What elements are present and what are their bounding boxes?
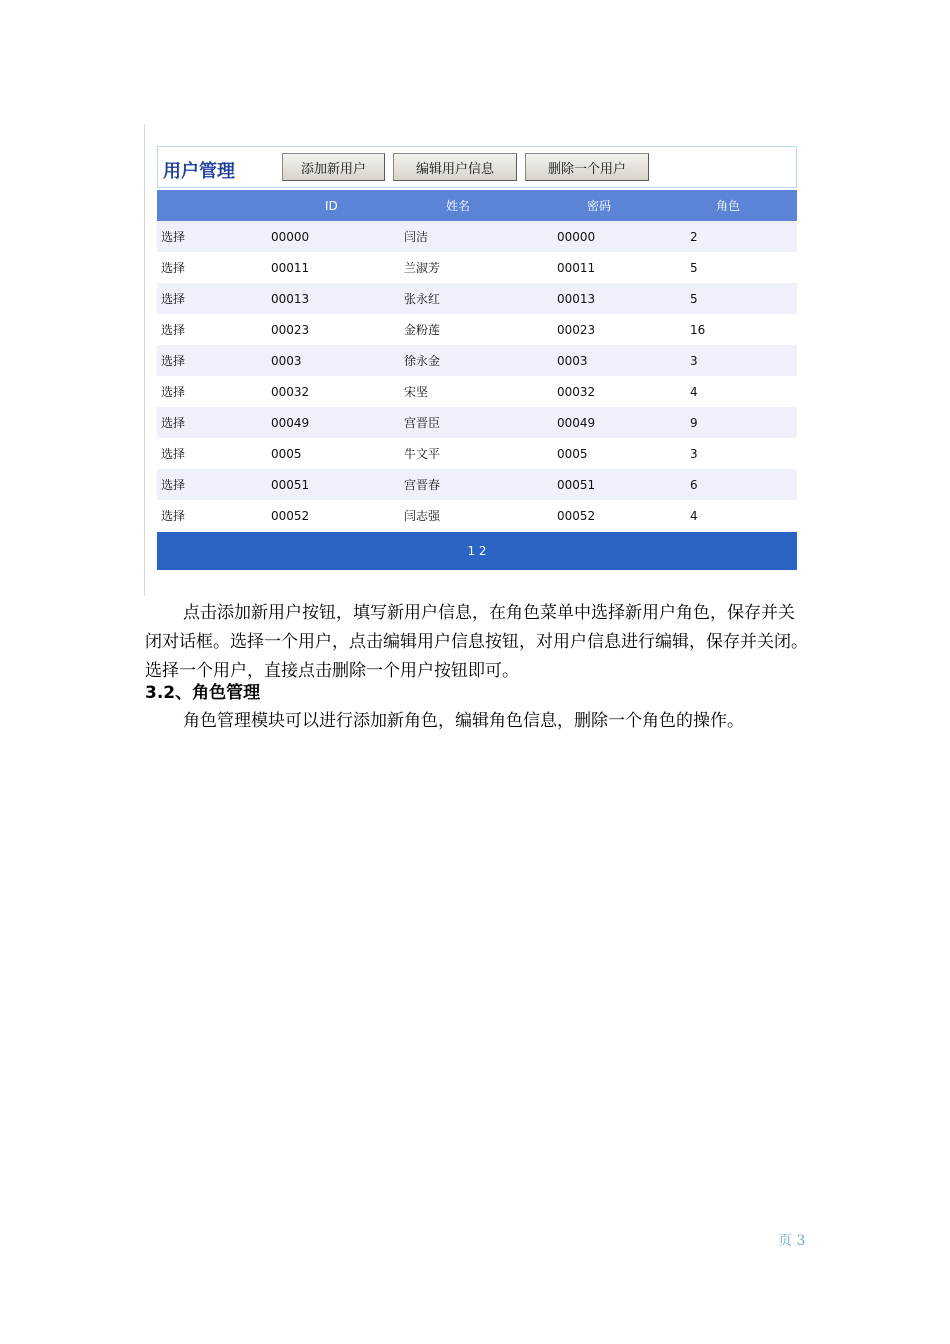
header-name: 姓名 xyxy=(446,199,471,213)
cell-password: 00032 xyxy=(557,384,596,399)
cell-select[interactable]: 选择 xyxy=(161,447,186,461)
cell-password: 00023 xyxy=(557,322,596,337)
cell-role: 4 xyxy=(690,508,698,523)
cell-role: 4 xyxy=(690,384,698,399)
cell-select[interactable]: 选择 xyxy=(161,323,186,337)
cell-name: 兰淑芳 xyxy=(404,261,441,275)
cell-role: 5 xyxy=(690,260,698,275)
delete-user-button[interactable]: 删除一个用户 xyxy=(525,153,649,181)
embedded-screenshot xyxy=(144,124,796,596)
user-management-title: 用户管理 xyxy=(163,161,235,182)
cell-password: 00052 xyxy=(557,508,596,523)
cell-role: 9 xyxy=(690,415,698,430)
cell-password: 00013 xyxy=(557,291,596,306)
cell-select[interactable]: 选择 xyxy=(161,292,186,306)
cell-select[interactable]: 选择 xyxy=(161,230,186,244)
header-role: 角色 xyxy=(716,199,741,213)
cell-name: 金粉莲 xyxy=(404,323,441,337)
cell-role: 5 xyxy=(690,291,698,306)
user-management-header xyxy=(157,146,797,188)
cell-id: 00023 xyxy=(271,322,310,337)
cell-id: 00052 xyxy=(271,508,310,523)
cell-id: 00000 xyxy=(271,229,310,244)
user-table xyxy=(157,190,797,531)
cell-select[interactable]: 选择 xyxy=(161,261,186,275)
cell-id: 00051 xyxy=(271,477,310,492)
cell-select[interactable]: 选择 xyxy=(161,478,186,492)
header-select xyxy=(157,190,267,221)
cell-id: 0005 xyxy=(271,446,302,461)
cell-password: 00011 xyxy=(557,260,596,275)
table-row xyxy=(157,345,797,376)
cell-role: 3 xyxy=(690,353,698,368)
table-row xyxy=(157,314,797,345)
cell-role: 6 xyxy=(690,477,698,492)
edit-user-button[interactable]: 编辑用户信息 xyxy=(393,153,517,181)
cell-password: 00049 xyxy=(557,415,596,430)
cell-select[interactable]: 选择 xyxy=(161,509,186,523)
paragraph-user-management: 点击添加新用户按钮，填写新用户信息，在角色菜单中选择新用户角色，保存并关闭对话框。选择一个用户，点击编辑用户信息按钮，对用户信息进行编辑，保存并关闭。选择一个用户，直接点击删除一个用户按钮即可。 xyxy=(145,603,808,681)
cell-name: 宫晋臣 xyxy=(404,416,441,430)
table-row xyxy=(157,500,797,531)
cell-password: 00051 xyxy=(557,477,596,492)
paragraph-role-management: 角色管理模块可以进行添加新角色，编辑角色信息，删除一个角色的操作。 xyxy=(183,711,744,731)
cell-id: 00049 xyxy=(271,415,310,430)
table-body xyxy=(157,221,797,531)
cell-name: 闫洁 xyxy=(404,230,429,244)
table-row xyxy=(157,407,797,438)
table-row xyxy=(157,469,797,500)
pager[interactable]: 1 2 xyxy=(157,532,797,570)
cell-name: 闫志强 xyxy=(404,509,441,523)
table-row xyxy=(157,283,797,314)
cell-role: 3 xyxy=(690,446,698,461)
cell-id: 00032 xyxy=(271,384,310,399)
cell-id: 00011 xyxy=(271,260,310,275)
cell-password: 0003 xyxy=(557,353,588,368)
cell-password: 00000 xyxy=(557,229,596,244)
cell-name: 张永红 xyxy=(404,292,441,306)
header-password: 密码 xyxy=(587,199,612,213)
cell-name: 宋坚 xyxy=(404,385,429,399)
add-user-button[interactable]: 添加新用户 xyxy=(282,153,385,181)
header-id: ID xyxy=(325,198,338,213)
table-row xyxy=(157,252,797,283)
table-row xyxy=(157,376,797,407)
page-number: 页 3 xyxy=(778,1233,806,1249)
cell-role: 2 xyxy=(690,229,698,244)
cell-name: 牛文平 xyxy=(404,447,441,461)
section-heading-role-management: 3.2、角色管理 xyxy=(145,683,261,703)
cell-name: 徐永金 xyxy=(404,354,441,368)
cell-select[interactable]: 选择 xyxy=(161,385,186,399)
table-row xyxy=(157,221,797,252)
table-header-row xyxy=(157,190,797,221)
table-row xyxy=(157,438,797,469)
cell-role: 16 xyxy=(690,322,706,337)
cell-select[interactable]: 选择 xyxy=(161,416,186,430)
cell-id: 0003 xyxy=(271,353,302,368)
cell-name: 宫晋春 xyxy=(404,478,441,492)
cell-password: 0005 xyxy=(557,446,588,461)
cell-id: 00013 xyxy=(271,291,310,306)
cell-select[interactable]: 选择 xyxy=(161,354,186,368)
